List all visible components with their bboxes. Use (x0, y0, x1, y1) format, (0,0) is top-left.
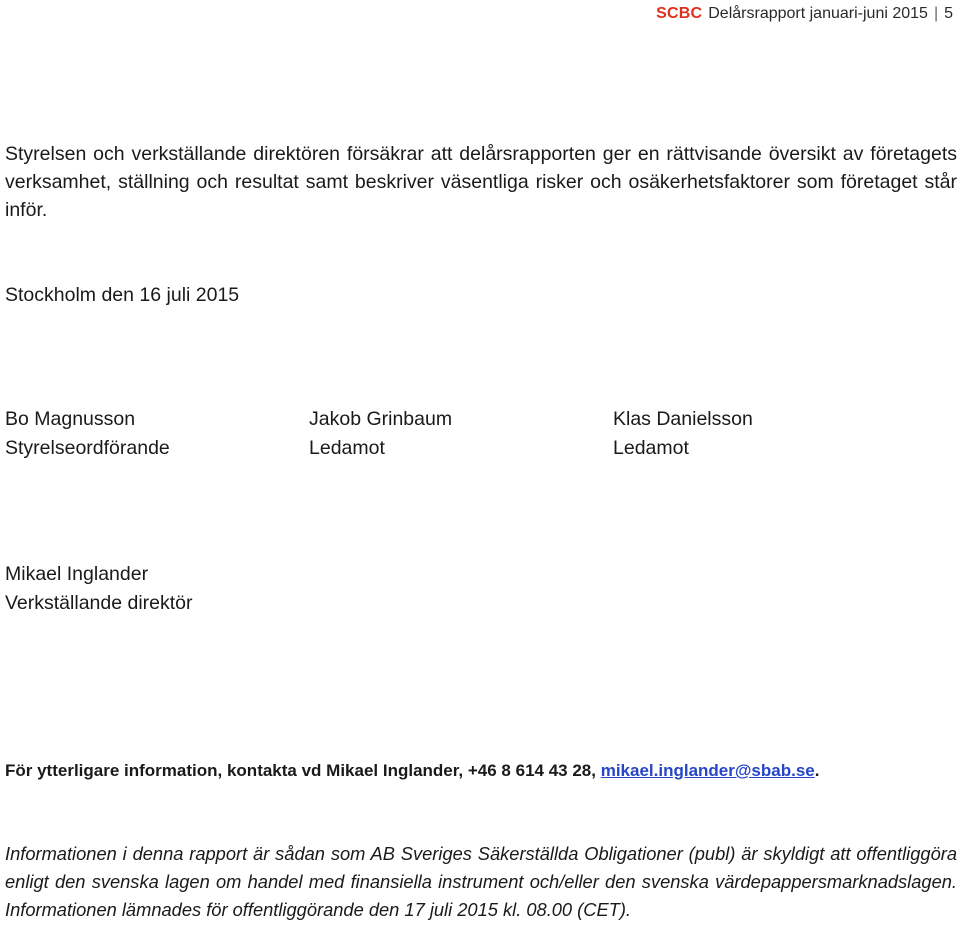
signatory-name: Klas Danielsson (613, 408, 753, 430)
signatory-role: Styrelseordförande (5, 437, 170, 459)
signatory-role: Verkställande direktör (5, 592, 193, 614)
signatory-name: Bo Magnusson (5, 408, 136, 430)
contact-text: För ytterligare information, kontakta vd Mikael Inglander, +46 8 614 43 28, (5, 761, 601, 780)
signature-block (5, 560, 193, 618)
signatory-name: Jakob Grinbaum (309, 408, 453, 430)
signatory-role: Ledamot (309, 437, 385, 459)
intro-paragraph: Styrelsen och verkställande direktören försäkrar att delårsrapporten ger en rättvisande översikt av företagets verksamhet, ställning och resultat samt beskriver väsentliga risker och osäkerhetsfaktorer som företaget står inför. (5, 143, 957, 221)
place-date: Stockholm den 16 juli 2015 (5, 284, 240, 306)
report-title: Delårsrapport januari-juni 2015 (708, 5, 928, 22)
signatory-role: Ledamot (613, 437, 689, 459)
page-header (656, 5, 953, 23)
signature-block (5, 405, 170, 463)
scbc-logo: SCBC (656, 5, 703, 22)
signature-block (613, 405, 753, 463)
header-separator: | (933, 5, 939, 22)
signature-block (309, 405, 452, 463)
contact-line (5, 758, 819, 784)
signatory-name: Mikael Inglander (5, 563, 149, 585)
disclaimer-paragraph: Informationen i denna rapport är sådan som AB Sveriges Säkerställda Obligationer (publ) är skyldigt att offentliggöra enligt den svenska lagen om handel med finansiella instrument och/eller den svenska värdepappersmarknadslagen. Informationen lämnades för offentliggörande den 17 juli 2015 kl. 08.00 (CET). (5, 843, 957, 920)
page-number: 5 (944, 5, 953, 22)
contact-email-link[interactable]: mikael.inglander@sbab.se (600, 761, 815, 780)
contact-trailing: . (814, 761, 820, 780)
